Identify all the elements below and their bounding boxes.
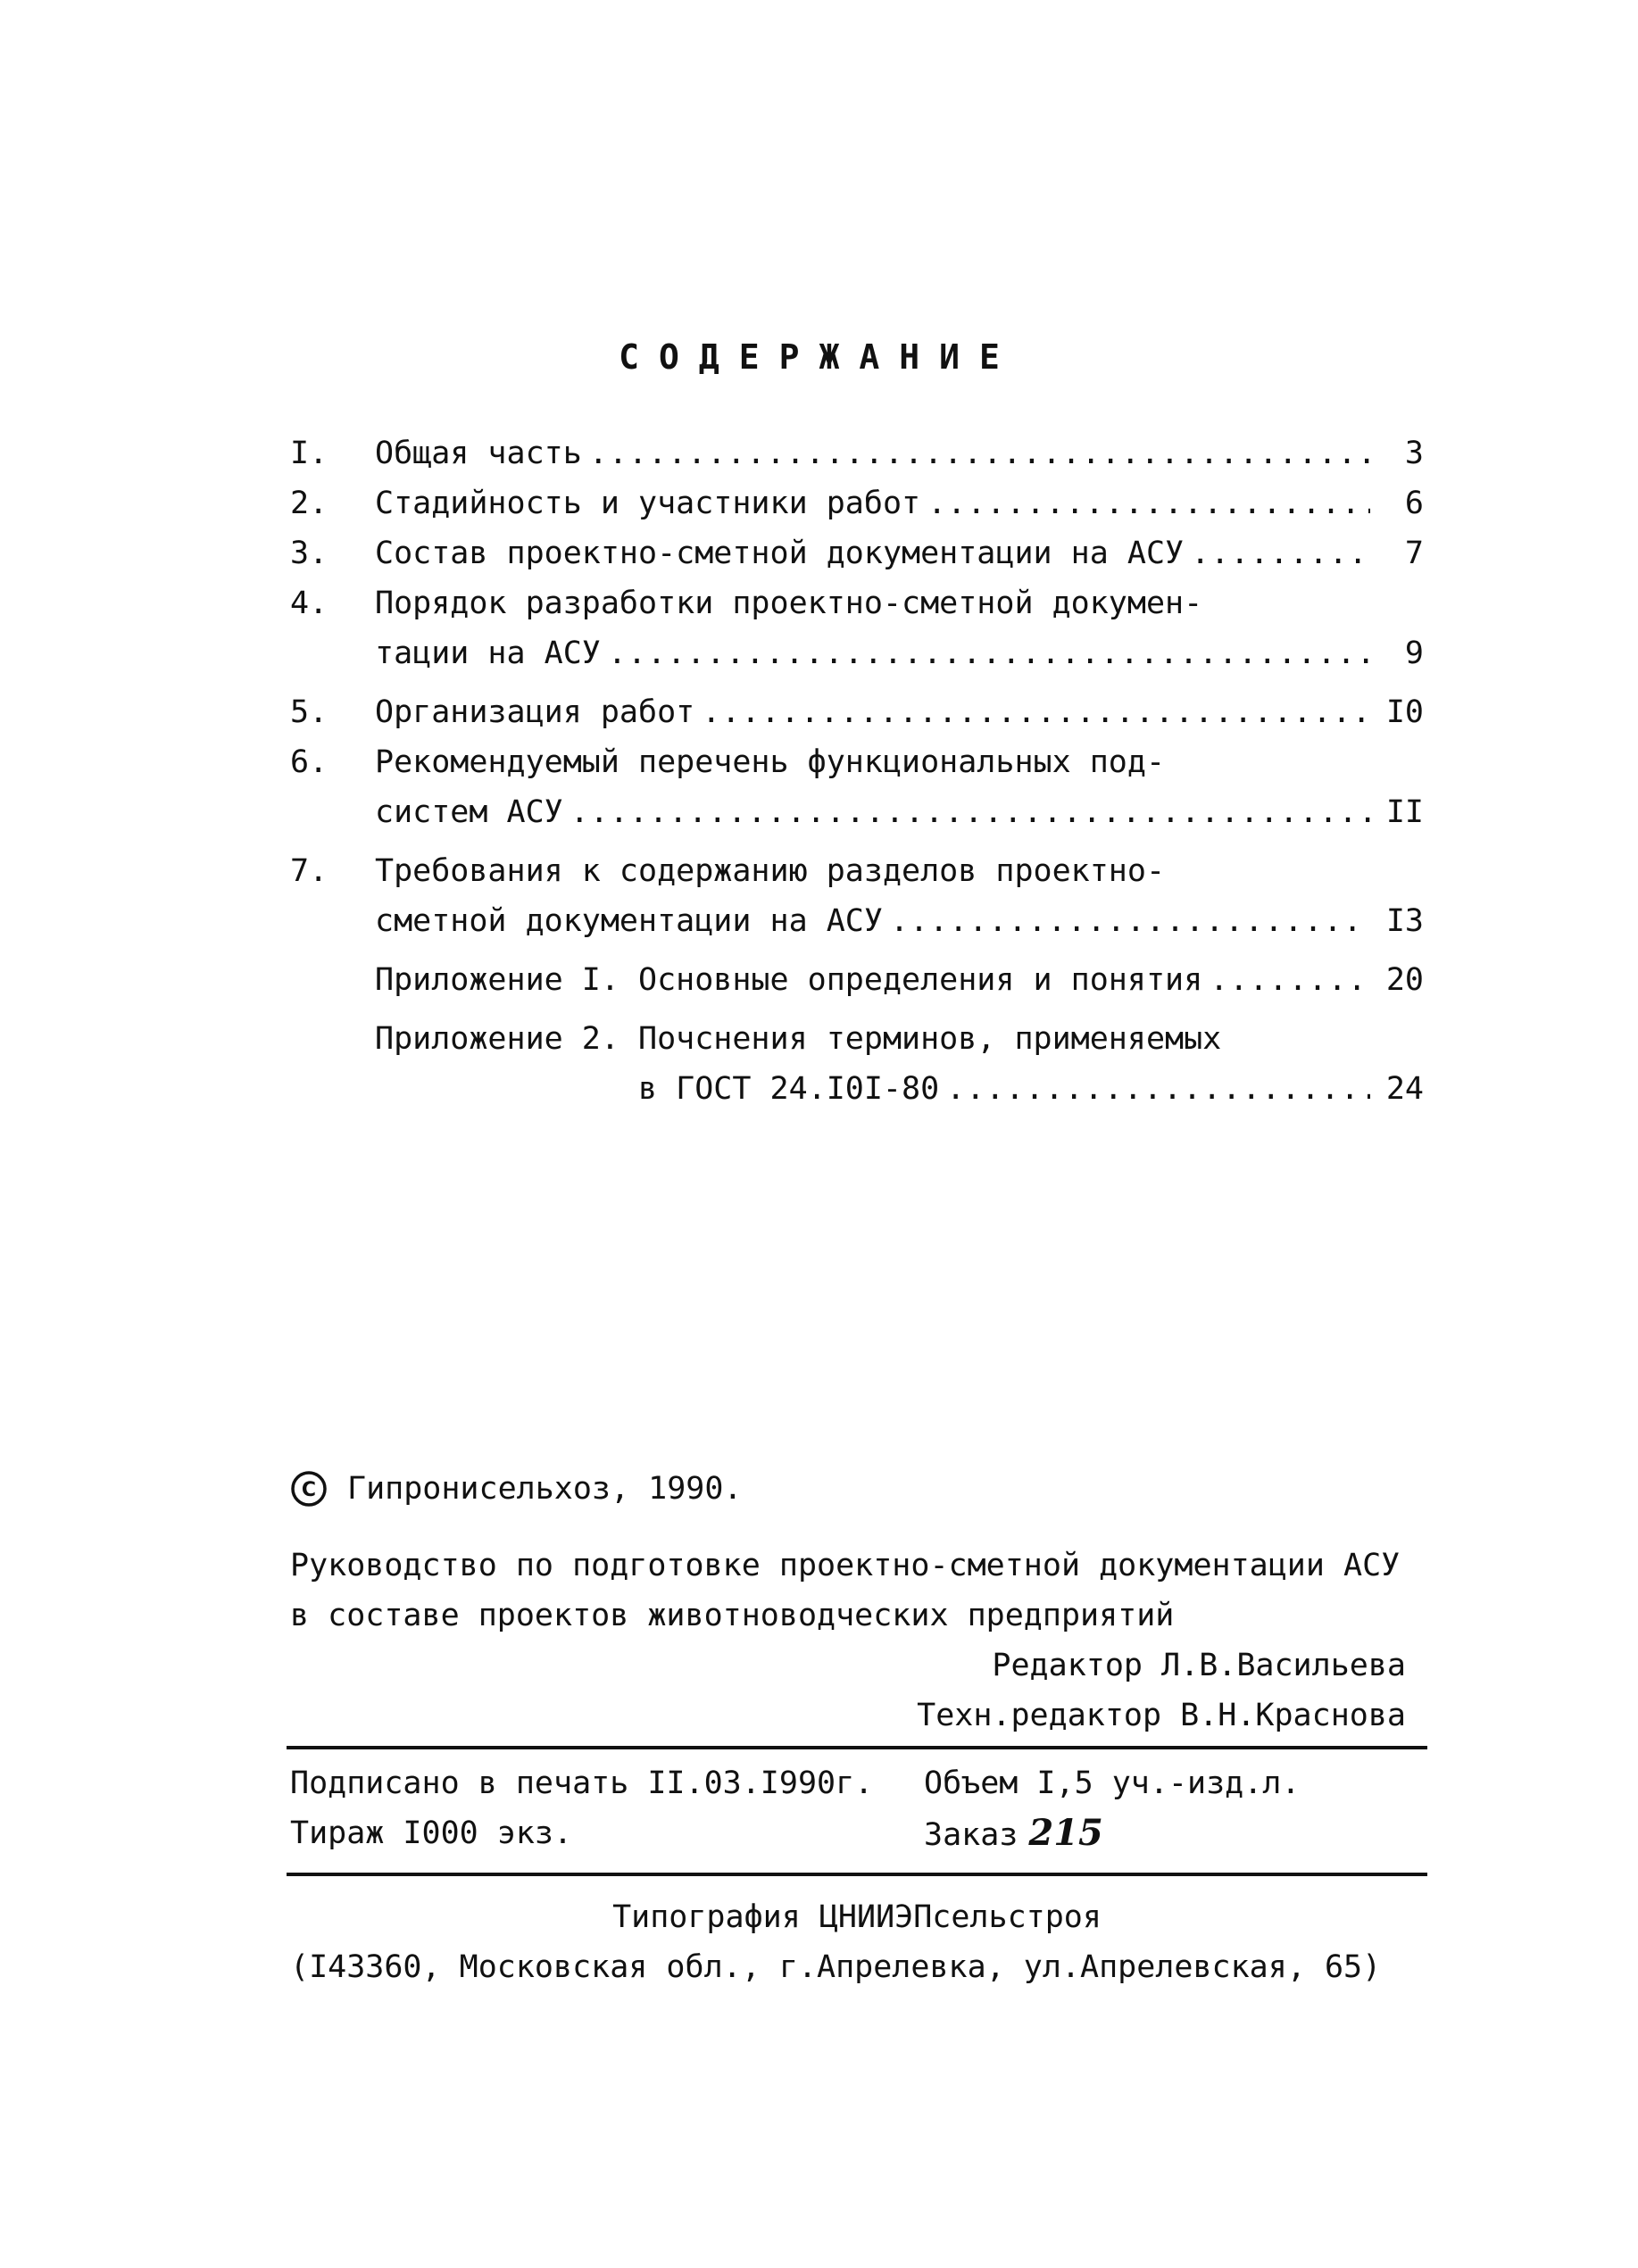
toc-leader-dots bbox=[946, 1064, 1370, 1114]
divider-bottom bbox=[287, 1873, 1427, 1876]
toc-entry-number: 2. bbox=[290, 486, 328, 521]
toc-appendix-text: Приложение 2. Почснения терминов, применяемых bbox=[375, 1021, 1222, 1057]
toc-appendix-page: 24 bbox=[1385, 1071, 1424, 1107]
toc-leader-dots bbox=[702, 687, 1370, 737]
toc-entry-4 bbox=[290, 578, 1424, 678]
printer-address: (I43360, Московская обл., г.Апрелевка, ул.Апрелевская, 65) bbox=[290, 1949, 1382, 1985]
toc-entry-text: Организация работ bbox=[375, 694, 695, 730]
toc-entry-number: 6. bbox=[290, 744, 328, 780]
order-info bbox=[924, 1808, 1424, 1860]
svg-text:C: C bbox=[301, 1479, 317, 1501]
toc-entry-text: Рекомендуемый перечень функциональных под- bbox=[375, 744, 1166, 780]
divider-top bbox=[287, 1746, 1427, 1749]
toc-entry-page: 6 bbox=[1404, 486, 1424, 521]
toc-entry-number: I. bbox=[290, 436, 328, 471]
toc-leader-dots bbox=[1191, 528, 1370, 578]
toc-entry-text: Состав проектно-сметной документации на АСУ bbox=[375, 536, 1185, 571]
toc-entry-1 bbox=[290, 428, 1424, 478]
book-title-line-1: Руководство по подготовке проектно-сметной документации АСУ bbox=[290, 1548, 1401, 1583]
toc-appendix-page: 20 bbox=[1385, 962, 1424, 998]
toc-entry-page: 9 bbox=[1404, 636, 1424, 671]
toc-leader-dots bbox=[608, 628, 1370, 678]
toc-appendix-1 bbox=[290, 955, 1424, 1005]
toc-title: СОДЕРЖАНИЕ bbox=[619, 337, 1019, 377]
toc-entry-page: I3 bbox=[1385, 903, 1424, 939]
toc-entry-number: 3. bbox=[290, 536, 328, 571]
toc-entry-text: Требования к содержанию разделов проектно- bbox=[375, 853, 1166, 889]
order-number: 215 bbox=[1028, 1812, 1103, 1854]
toc-leader-dots bbox=[927, 478, 1370, 528]
toc-leader-dots bbox=[1210, 955, 1370, 1005]
volume-info: Объем I,5 уч.-изд.л. bbox=[924, 1765, 1301, 1801]
toc-entry-3 bbox=[290, 528, 1424, 578]
toc-entry-page: II bbox=[1385, 794, 1424, 830]
toc-appendix-2 bbox=[290, 1014, 1424, 1114]
signed-for-print: Подписано в печать II.03.I990г. bbox=[290, 1765, 874, 1801]
imprint-block bbox=[290, 1464, 1424, 1992]
copyright-icon bbox=[290, 1470, 328, 1508]
toc-entry-text-continued: сметной документации на АСУ bbox=[375, 903, 883, 939]
toc-entry-page: 7 bbox=[1404, 536, 1424, 571]
toc-leader-dots bbox=[589, 428, 1370, 478]
toc-entry-text-continued: систем АСУ bbox=[375, 794, 563, 830]
book-title-line-2: в составе проектов животноводческих предприятий bbox=[290, 1598, 1175, 1633]
copyright-text: Гипронисельхоз, 1990. bbox=[347, 1471, 743, 1507]
toc-entry-text: Порядок разработки проектно-сметной докумен- bbox=[375, 586, 1203, 621]
toc-entry-number: 4. bbox=[290, 586, 328, 621]
printer-name: Типография ЦНИИЭПсельстроя bbox=[612, 1899, 1102, 1935]
table-of-contents bbox=[290, 428, 1424, 1114]
toc-entry-text: Общая часть bbox=[375, 436, 582, 471]
toc-entry-6 bbox=[290, 737, 1424, 837]
toc-entry-number: 7. bbox=[290, 853, 328, 889]
order-label: Заказ bbox=[924, 1817, 1019, 1853]
toc-entry-page: 3 bbox=[1404, 436, 1424, 471]
editor-credit: Редактор Л.В.Васильева bbox=[992, 1648, 1406, 1683]
circulation-info: Тираж I000 экз. bbox=[290, 1815, 573, 1851]
toc-entry-page: I0 bbox=[1385, 694, 1424, 730]
toc-entry-5 bbox=[290, 687, 1424, 737]
toc-entry-text-continued: тации на АСУ bbox=[375, 636, 601, 671]
toc-appendix-text: Приложение I. Основные определения и понятия bbox=[375, 962, 1203, 998]
tech-editor-credit: Техн.редактор В.Н.Краснова bbox=[917, 1698, 1406, 1733]
toc-appendix-text-continued: в ГОСТ 24.I0I-80 bbox=[638, 1071, 940, 1107]
toc-entry-2 bbox=[290, 478, 1424, 528]
toc-entry-number: 5. bbox=[290, 694, 328, 730]
print-details bbox=[290, 1758, 1424, 1860]
toc-leader-dots bbox=[890, 896, 1370, 946]
toc-entry-7 bbox=[290, 846, 1424, 946]
copyright-line bbox=[290, 1464, 1424, 1514]
toc-leader-dots bbox=[570, 787, 1370, 837]
toc-entry-text: Стадийность и участники работ bbox=[375, 486, 921, 521]
